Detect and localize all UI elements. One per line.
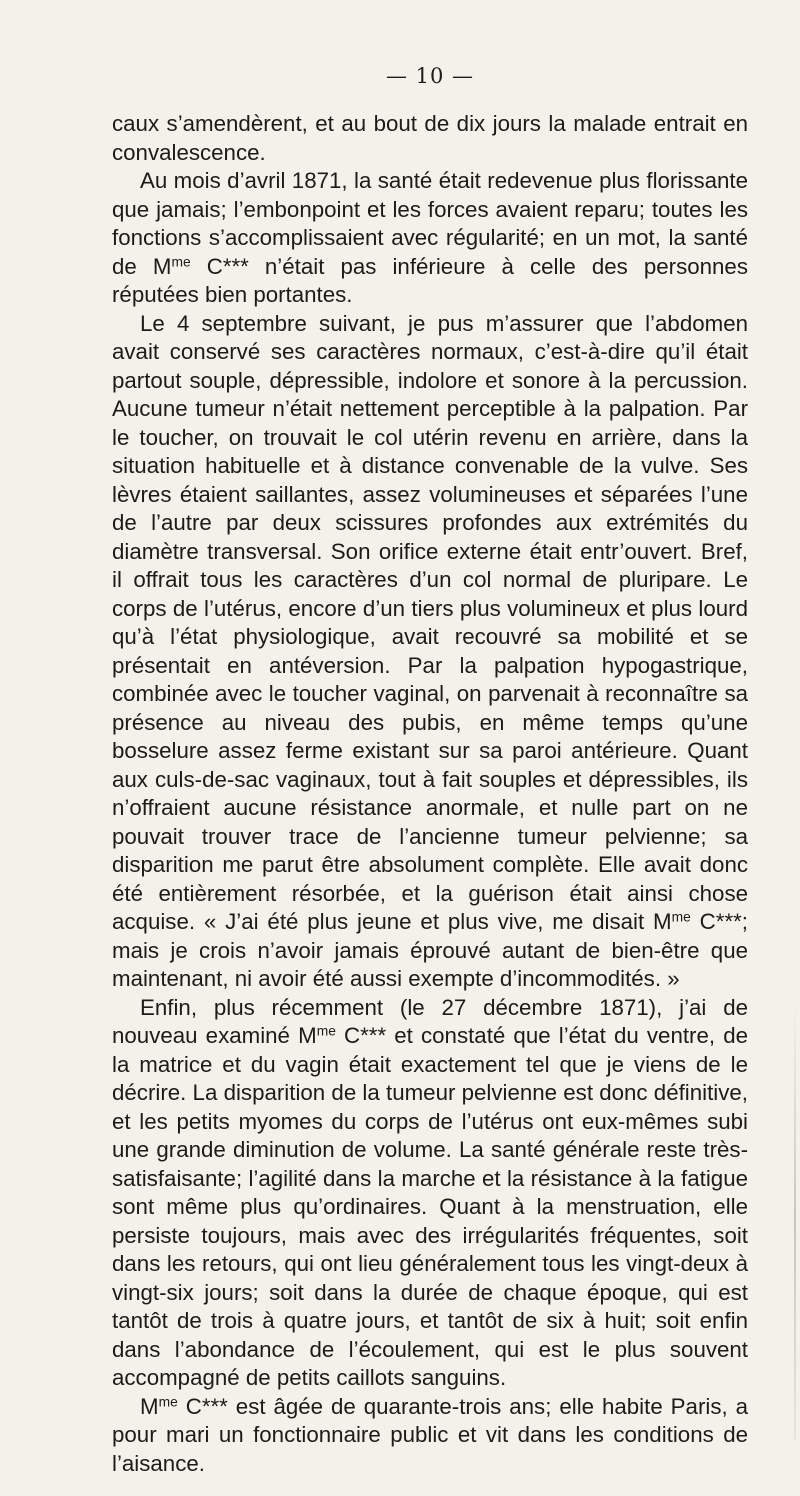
title-superscript: me <box>671 908 691 925</box>
title-abbrev: M <box>653 909 672 934</box>
paragraph-1 <box>112 110 748 167</box>
title-superscript: me <box>316 1022 336 1039</box>
paragraph-3-text-end: C***; mais je crois n’avoir jamais éprouvé autant de bien-être que maintenant, ni avoir été aussi exempte d’incommodités. » <box>112 909 749 991</box>
page-edge-shadow <box>794 1000 796 1440</box>
paragraph-2 <box>112 167 748 310</box>
book-page <box>112 64 748 1478</box>
paragraph-4-text: Enfin, plus récemment (le 27 décembre 1871), j’ai de nouveau examiné <box>112 994 748 1048</box>
title-abbrev: M <box>152 253 172 279</box>
title-abbrev: M <box>140 1393 159 1419</box>
page-number: — 10 — <box>385 64 475 88</box>
paragraph-3-text: Le 4 septembre suivant, je pus m’assurer que l’abdomen avait conservé ses caractères normaux, c’est-à-dire qu’il était partout souple, dépressible, indolore et sonore à la percussion. Aucune tumeur n’était nettement perceptible à la palpation. Par le toucher, on trouvait le col utérin revenu en arrière, dans la situation habituelle et à distance convenable de la vulve. Ses lèvres étaient saillantes, assez volumineuses et séparées l’une de l’autre par deux scissures profondes aux extrémités du diamètre transversal. Son orifice externe était entr’ouvert. Bref, il offrait tous les caractères d’un col normal de pluripare. Le corps de l’utérus, encore d’un tiers plus volumineux et plus lourd qu’à l’état physiologique, avait recouvré sa mobilité et se présentait en antéversion. Par la palpation hypogastrique, combinée avec le toucher vaginal, on parvenait à reconnaître sa présence au niveau des pubis, en même temps qu’une bosselure assez ferme existant sur sa paroi antérieure. Quant aux culs-de-sac vaginaux, tout à fait souples et dépressibles, ils n’offraient aucune résistance anormale, et nulle part on ne pouvait trouver trace de l’ancienne tumeur pelvienne; sa disparition me parut être absolument complète. Elle avait donc été entièrement résorbée, et la guérison était ainsi chose acquise. « J’ai été plus jeune et plus vive, me disait <box>112 310 748 934</box>
paragraph-2-text: Au mois d’avril 1871, la santé était redevenue plus florissante que jamais; l’embonpoint et les forces avaient reparu; toutes les fonctions s’accomplissaient avec régularité; en un mot, la santé de <box>112 168 748 279</box>
paragraph-5-text: C*** est âgée de quarante-trois ans; elle habite Paris, a pour mari un fonctionnaire public et vit dans les conditions de l’aisance. <box>112 1393 748 1476</box>
title-superscript: me <box>158 1392 178 1409</box>
paragraph-4-text-end: C*** et constaté que l’état du ventre, de la matrice et du vagin était exactement tel que je viens de le décrire. La disparition de la tumeur pelvienne est donc définitive, et les petits myomes du corps de l’utérus ont eux-mêmes subi une grande diminution de volume. La santé générale reste très-satisfaisante; l’agilité dans la marche et la résistance à la fatigue sont même plus qu’ordinaires. Quant à la menstruation, elle persiste toujours, mais avec des irrégularités fréquentes, soit dans les retours, qui ont lieu généralement tous les vingt-deux à vingt-six jours; soit dans la durée de chaque époque, qui est tantôt de trois à quatre jours, et tantôt de six à huit; soit enfin dans l’abondance de l’écoulement, qui est le plus souvent accompagné de petits caillots sanguins. <box>112 1023 748 1390</box>
title-abbrev: M <box>298 1023 317 1048</box>
paragraph-2-text-end: C*** n’était pas inférieure à celle des personnes réputées bien portantes. <box>112 253 748 307</box>
paragraph-3 <box>112 310 748 994</box>
title-superscript: me <box>171 252 191 269</box>
paragraph-1-text: caux s’amendèrent, et au bout de dix jours la malade entrait en convalescence. <box>112 111 748 165</box>
paragraph-5 <box>112 1393 748 1479</box>
paragraph-4 <box>112 994 748 1393</box>
